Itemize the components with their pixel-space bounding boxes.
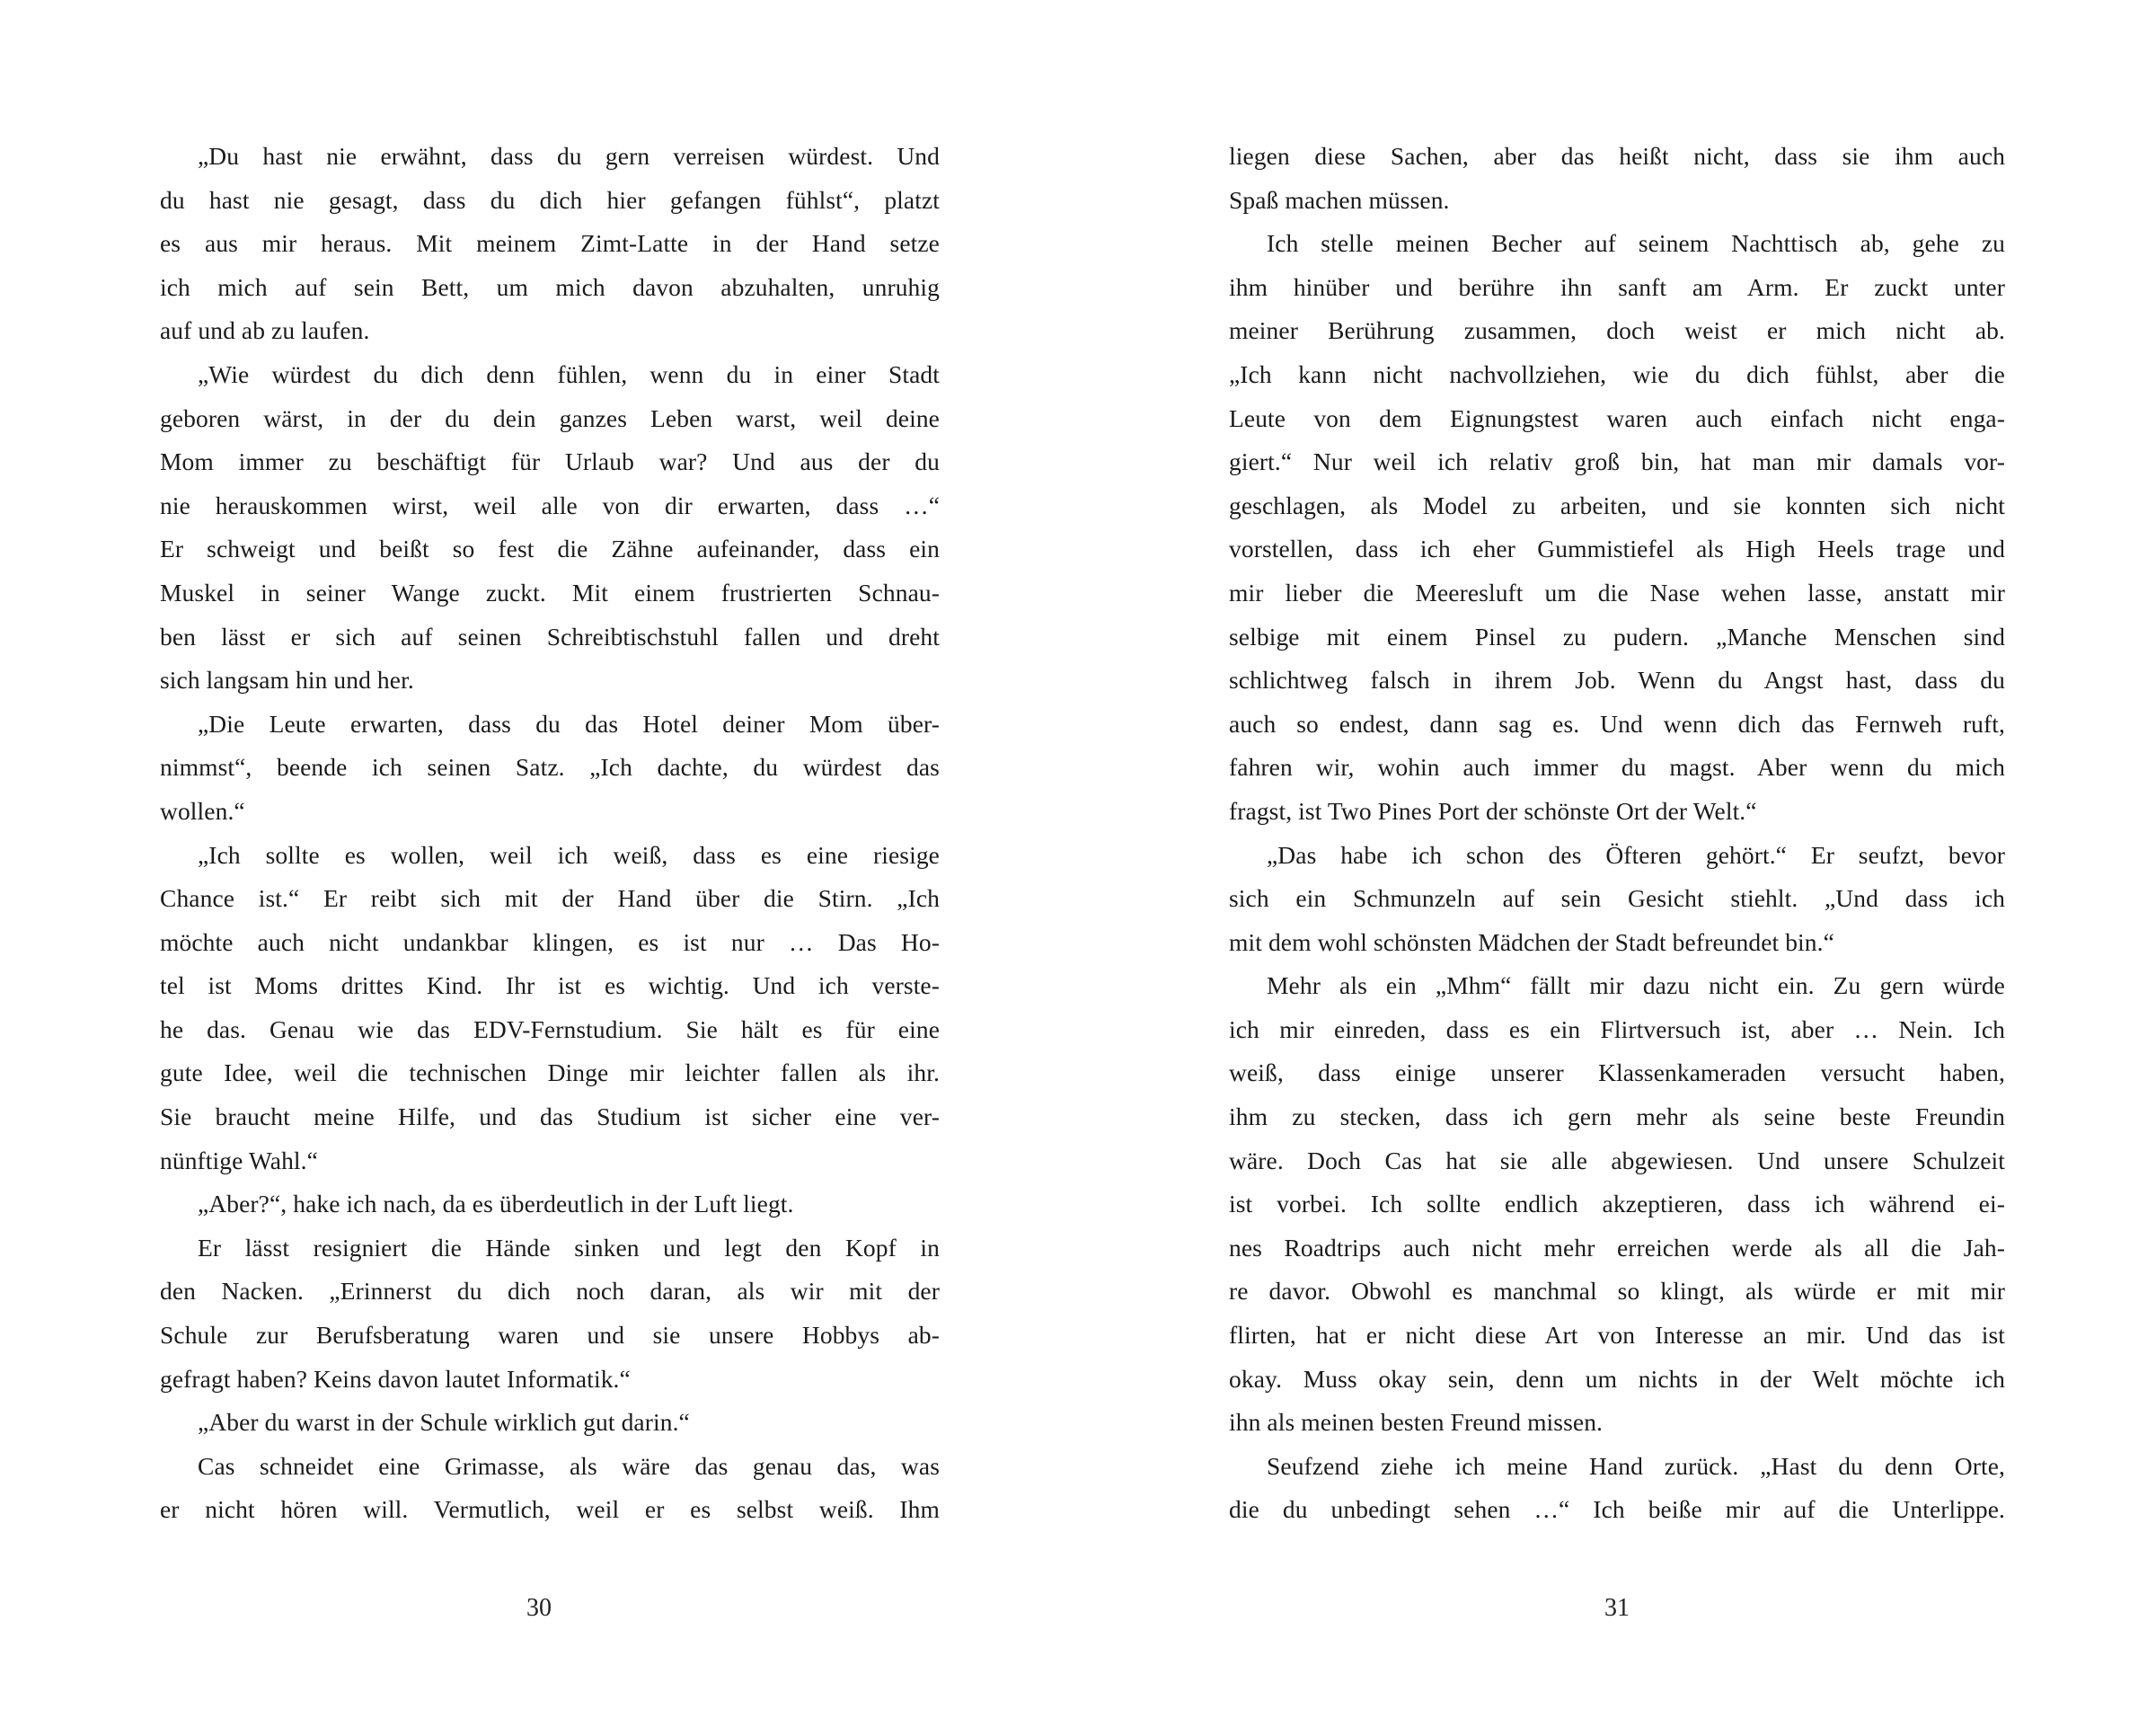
text-line: nünftige Wahl.“ (160, 1146, 318, 1174)
text-line: er nicht hören will. Vermutlich, weil er es selbst weiß. Ihm (160, 1495, 940, 1524)
text-line: mit dem wohl schönsten Mädchen der Stadt befreundet bin.“ (1229, 927, 1834, 956)
text-line: selbige mit einem Pinsel zu pudern. „Manche Menschen sind (1229, 622, 2005, 651)
text-line: he das. Genau wie das EDV-Fernstudium. Sie hält es für eine (160, 1014, 940, 1043)
text-line: weiß, dass einige unserer Klassenkameraden versucht haben, (1229, 1058, 2005, 1087)
text-line: Er schweigt und beißt so fest die Zähne aufeinander, dass ein (160, 535, 940, 563)
text-line: okay. Muss okay sein, denn um nichts in der Welt möchte ich (1229, 1364, 2005, 1393)
text-line: es aus mir heraus. Mit meinem Zimt-Latte in der Hand setze (160, 229, 940, 258)
paragraph (1229, 135, 2005, 222)
text-line: „Wie würdest du dich denn fühlen, wenn du in einer Stadt (198, 359, 940, 388)
text-line: „Die Leute erwarten, dass du das Hotel deiner Mom über- (198, 709, 940, 738)
text-line: ihm hinüber und berühre ihn sanft am Arm. Er zuckt unter (1229, 272, 2005, 301)
text-line: re davor. Obwohl es manchmal so klingt, als würde er mit mir (1229, 1277, 2005, 1306)
text-line: sich langsam hin und her. (160, 666, 414, 695)
text-line: Spaß machen müssen. (1229, 185, 1450, 214)
text-line: wollen.“ (160, 796, 245, 825)
text-line: tel ist Moms drittes Kind. Ihr ist es wichtig. Und ich verste- (160, 971, 940, 1000)
text-line: ist vorbei. Ich sollte endlich akzeptieren, dass ich während ei- (1229, 1190, 2005, 1218)
text-line: Mehr als ein „Mhm“ fällt mir dazu nicht ein. Zu gern würde (1267, 971, 2005, 1000)
paragraph (1229, 964, 2005, 1445)
text-line: nimmst“, beende ich seinen Satz. „Ich dachte, du würdest das (160, 753, 940, 782)
page-number-right: 31 (1604, 1594, 1630, 1622)
text-line: möchte auch nicht undankbar klingen, es ist nur … Das Ho- (160, 927, 940, 956)
text-line: liegen diese Sachen, aber das heißt nicht, dass sie ihm auch (1229, 142, 2005, 170)
page-number-left: 30 (526, 1594, 552, 1622)
text-line: „Aber du warst in der Schule wirklich gut darin.“ (198, 1408, 690, 1437)
page-right-text-block (1229, 135, 2005, 1532)
text-line: Seufzend ziehe ich meine Hand zurück. „Hast du denn Orte, (1267, 1451, 2005, 1480)
text-line: ihn als meinen besten Freund missen. (1229, 1408, 1604, 1437)
text-line: nie herauskommen wirst, weil alle von dir erwarten, dass …“ (160, 491, 940, 519)
text-line: ich mich auf sein Bett, um mich davon abzuhalten, unruhig (160, 272, 940, 301)
paragraph (1229, 222, 2005, 833)
text-line: flirten, hat er nicht diese Art von Interesse an mir. Und das ist (1229, 1321, 2005, 1350)
text-line: „Ich sollte es wollen, weil ich weiß, dass es eine riesige (198, 840, 940, 869)
paragraph (160, 834, 940, 1183)
text-line: „Du hast nie erwähnt, dass du gern verreisen würdest. Und (198, 142, 940, 170)
text-line: Muskel in seiner Wange zuckt. Mit einem frustrierten Schnau- (160, 578, 940, 607)
text-line: Er lässt resigniert die Hände sinken und legt den Kopf in (198, 1233, 940, 1262)
page-right (1078, 0, 2156, 1718)
text-line: sich ein Schmunzeln auf sein Gesicht stiehlt. „Und dass ich (1229, 884, 2005, 913)
text-line: fahren wir, wohin auch immer du magst. Aber wenn du mich (1229, 753, 2005, 782)
paragraph (160, 703, 940, 834)
text-line: du hast nie gesagt, dass du dich hier gefangen fühlst“, platzt (160, 185, 940, 214)
text-line: auf und ab zu laufen. (160, 316, 370, 345)
text-line: die du unbedingt sehen …“ Ich beiße mir auf die Unterlippe. (1229, 1495, 2005, 1524)
text-line: „Das habe ich schon des Öfteren gehört.“ Er seufzt, bevor (1267, 840, 2005, 869)
text-line: Leute von dem Eignungstest waren auch einfach nicht enga- (1229, 403, 2005, 432)
text-line: gute Idee, weil die technischen Dinge mir leichter fallen als ihr. (160, 1058, 940, 1087)
paragraph (160, 1227, 940, 1401)
text-line: Chance ist.“ Er reibt sich mit der Hand über die Stirn. „Ich (160, 884, 940, 913)
text-line: „Ich kann nicht nachvollziehen, wie du dich fühlst, aber die (1229, 359, 2005, 388)
text-line: ihm zu stecken, dass ich gern mehr als seine beste Freundin (1229, 1103, 2005, 1131)
text-line: Sie braucht meine Hilfe, und das Studium ist sicher eine ver- (160, 1103, 940, 1131)
paragraph (160, 353, 940, 703)
text-line: meiner Berührung zusammen, doch weist er mich nicht ab. (1229, 316, 2005, 345)
text-line: ich mir einreden, dass es ein Flirtversuch ist, aber … Nein. Ich (1229, 1014, 2005, 1043)
text-line: ben lässt er sich auf seinen Schreibtischstuhl fallen und dreht (160, 622, 940, 651)
text-line: gefragt haben? Keins davon lautet Informatik.“ (160, 1364, 631, 1393)
text-line: geschlagen, als Model zu arbeiten, und sie konnten sich nicht (1229, 491, 2005, 519)
page-left-text-block (160, 135, 940, 1532)
text-line: nes Roadtrips auch nicht mehr erreichen werde als all die Jah- (1229, 1233, 2005, 1262)
paragraph (160, 135, 940, 353)
text-line: fragst, ist Two Pines Port der schönste Ort der Welt.“ (1229, 796, 1757, 825)
text-line: Ich stelle meinen Becher auf seinem Nachttisch ab, gehe zu (1267, 229, 2005, 258)
paragraph (1229, 1445, 2005, 1532)
text-line: „Aber?“, hake ich nach, da es überdeutlich in der Luft liegt. (198, 1190, 794, 1218)
text-line: geboren wärst, in der du dein ganzes Leben warst, weil deine (160, 403, 940, 432)
paragraph (160, 1401, 940, 1445)
text-line: Mom immer zu beschäftigt für Urlaub war? Und aus der du (160, 447, 940, 476)
text-line: den Nacken. „Erinnerst du dich noch daran, als wir mit der (160, 1277, 940, 1306)
text-line: mir lieber die Meeresluft um die Nase wehen lasse, anstatt mir (1229, 578, 2005, 607)
text-line: Schule zur Berufsberatung waren und sie unsere Hobbys ab- (160, 1321, 940, 1350)
text-line: wäre. Doch Cas hat sie alle abgewiesen. Und unsere Schulzeit (1229, 1146, 2005, 1174)
text-line: Cas schneidet eine Grimasse, als wäre das genau das, was (198, 1451, 940, 1480)
paragraph (160, 1182, 940, 1227)
text-line: schlichtweg falsch in ihrem Job. Wenn du Angst hast, dass du (1229, 666, 2005, 695)
text-line: giert.“ Nur weil ich relativ groß bin, hat man mir damals vor- (1229, 447, 2005, 476)
text-line: auch so endest, dann sag es. Und wenn dich das Fernweh ruft, (1229, 709, 2005, 738)
paragraph (1229, 834, 2005, 965)
text-line: vorstellen, dass ich eher Gummistiefel als High Heels trage und (1229, 535, 2005, 563)
paragraph (160, 1445, 940, 1532)
